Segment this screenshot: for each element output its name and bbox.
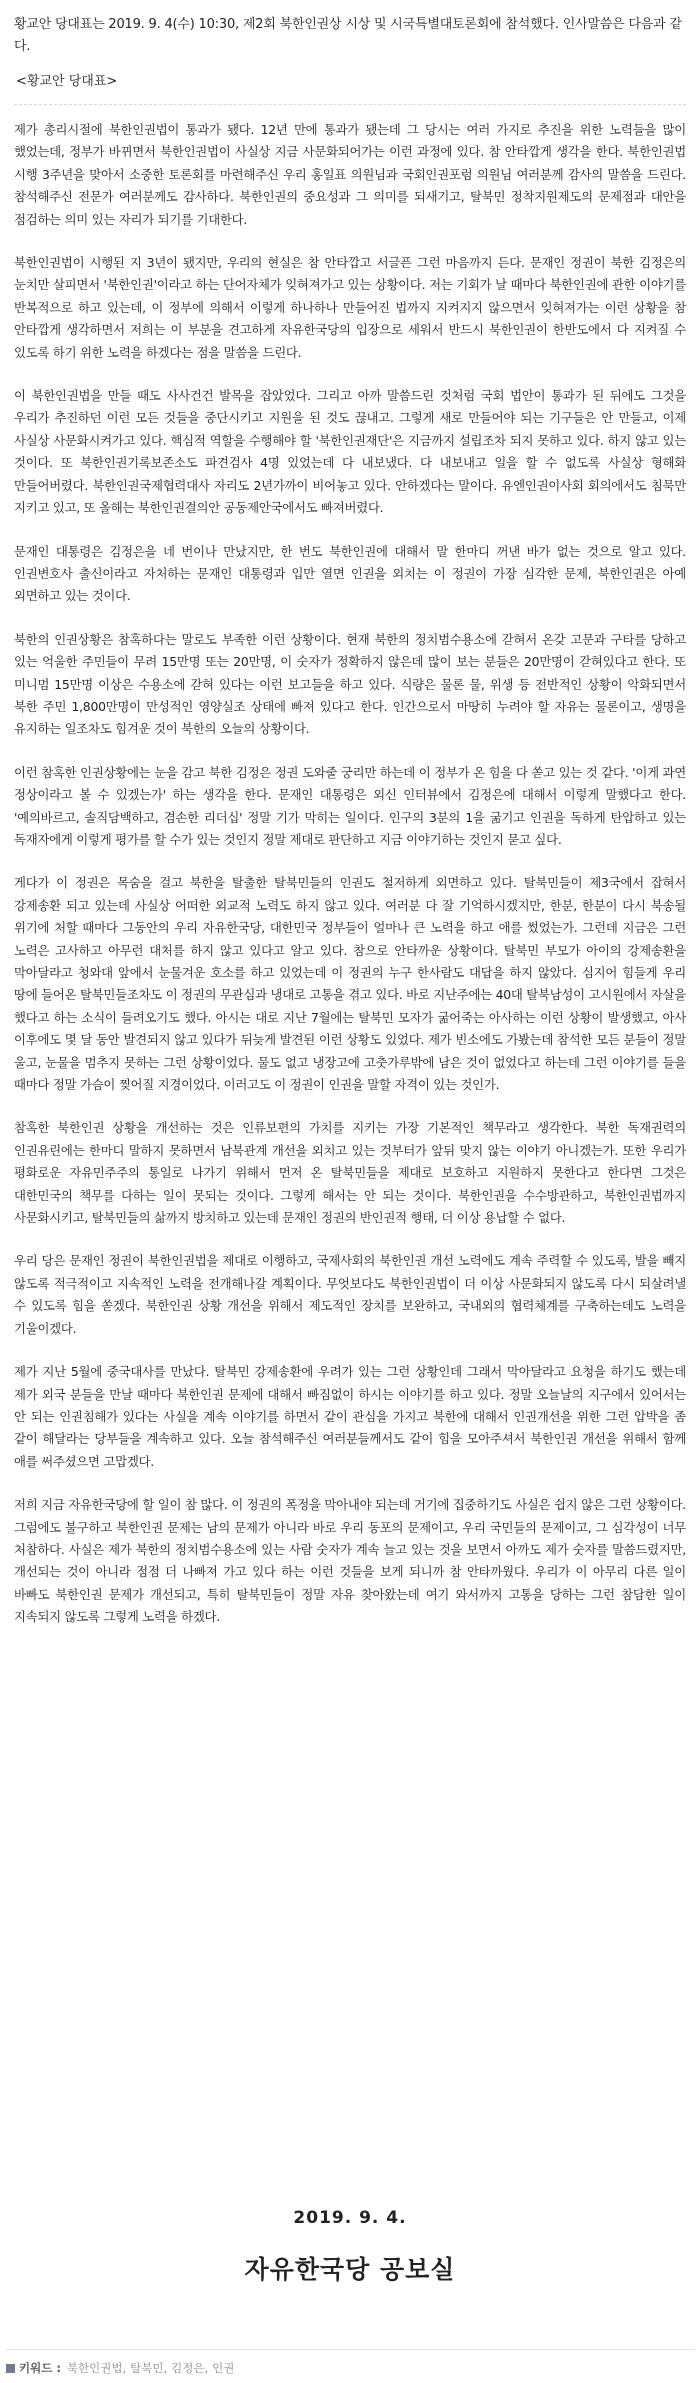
keyword-tag[interactable]: 북한인권법 [66, 2361, 123, 2375]
square-bullet-icon [6, 2364, 15, 2373]
speech-paragraph-4: 문재인 대통령은 김정은을 네 번이나 만났지만, 한 번도 북한인권에 대해서 말 한마디 꺼낸 바가 없는 것으로 알고 있다. 인권변호사 출신이라고 자처하는 문재인 대통령과 입만 열면 인권을 외치는 이 정권이 가장 심각한 문제, 북한인권은 아예 외면하고 있는 것이다. [14, 543, 686, 604]
divider [14, 104, 686, 105]
speech-paragraph-2: 북한인권법이 시행된 지 3년이 됐지만, 우리의 현실은 참 안타깝고 서글픈 그런 마음까지 든다. 문재인 정권이 북한 김정은의 눈치만 살피면서 '북한인권'이라고 하는 단어자체가 잊혀져가고 있는 상황이다. 저는 기회가 날 때마다 북한인권에 관한 이야기를 반복적으로 하고 있는데, 이 정부에 의해서 이렇게 하나하나 만들어진 법까지 지켜지지 않으면서 잊혀져가는 이런 상황을 참 안타깝게 생각하면서 저희는 이 부분을 견고하게 자유한국당의 입장으로 세워서 반드시 북한인권이 한반도에서 다 지켜질 수 있도록 하기 위한 노력을 하겠다는 점을 말씀을 드린다. [14, 255, 686, 360]
keyword-tag[interactable]: 탈북민 [130, 2361, 164, 2375]
speech-paragraph-6: 이런 참혹한 인권상황에는 눈을 감고 북한 김정은 정권 도와줄 궁리만 하는데 이 정부가 온 힘을 다 쏟고 있는 것 같다. '이게 과연 정상이라고 볼 수 있겠는가' 하는 생각을 한다. 문재인 대통령은 외신 인터뷰에서 김정은에 대해서 이렇게 말했다고 한다. '예의바르고, 솔직담백하고, 겸손한 리더십' 정말 기가 막히는 일이다. 인구의 3분의 1을 굶기고 인권을 독하게 탄압하고 있는 독재자에게 이렇게 평가를 할 수가 있는 것인지 정말 제대로 판단하고 지금 이야기하는 것인지 묻고 싶다. [14, 764, 686, 847]
issuer-name: 자유한국당 공보실 [244, 2255, 456, 2284]
press-release-document [14, 14, 686, 1650]
keyword-tag[interactable]: 인권 [212, 2361, 235, 2375]
keywords-title: 키워드 : [19, 2361, 61, 2375]
speech-paragraph-9: 우리 당은 문재인 정권이 북한인권법을 제대로 이행하고, 국제사회의 북한인권 개선 노력에도 계속 주력할 수 있도록, 발을 빼지 않도록 적극적이고 지속적인 노력을 전개해나갈 계획이다. 무엇보다도 북한인권법이 더 이상 사문화되지 않도록 다시 되살려낼 수 있도록 힘을 쏟겠다. 북한인권 상황 개선을 위해서 제도적인 장치를 보완하고, 국내외의 협력체계를 구축하는데도 노력을 기울이겠다. [14, 1253, 686, 1336]
speech-paragraph-11: 저희 지금 자유한국당에 할 일이 참 많다. 이 정권의 폭정을 막아내야 되는데 거기에 집중하기도 사실은 쉽지 않은 그런 상황이다. 그럼에도 불구하고 북한인권 문제는 남의 문제가 아니라 바로 우리 동포의 문제이고, 우리 국민들의 문제이고, 그 심각성이 너무 처참하다. 사실은 제가 북한의 정치범수용소에 있는 사람 숫자가 계속 늘고 있는 것을 보면서 아까도 제가 숫자를 말씀드렸지만, 개선되는 것이 아니라 점점 더 나빠져 가고 있다 하는 이런 것들을 보게 되니까 참 안타까웠다. 우리가 이 아무리 다른 일이 바빠도 북한인권 문제가 개선되고, 특히 탈북민들이 정말 자유 찾아왔는데 여기 와서까지 고통을 당하는 그런 참담한 일이 지속되지 않도록 그렇게 노력을 하겠다. [14, 1497, 686, 1625]
release-date: 2019. 9. 4. [293, 2208, 407, 2228]
speech-paragraph-3: 이 북한인권법을 만들 때도 사사건건 발목을 잡았었다. 그리고 아까 말씀드린 것처럼 국회 법안이 통과가 된 뒤에도 그것을 우리가 추진하던 이런 모든 것들을 중단시키고 지원을 된 것도 끊내고. 그렇게 새로 만들어야 되는 기구들은 안 만들고, 이제 사실상 사문화시켜가고 있다. 핵심적 역할을 수행해야 할 '북한인권재단'은 지금까지 설립조차 되지 못하고 있다. 하지 않고 있는 것이다. 또 북한인권기록보존소도 파견검사 4명 있었는데 다 내보냈다. 다 내보내고 일을 할 수 없도록 사실상 형해화 만들어버렸다. 북한인권국제협력대사 자리도 2년가까이 비어놓고 있다. 안하겠다는 말이다. 유엔인권이사회 회의에서도 침묵만 지키고 있고, 또 올해는 북한인권결의안 공동제안국에서도 빠져버렸다. [14, 388, 686, 516]
keywords-bar: 키워드 : 북한인권법 , 탈북민 , 김정은 , 인권 [6, 2349, 694, 2376]
speech-paragraph-10: 제가 지난 5월에 중국대사를 만났다. 탈북민 강제송환에 우려가 있는 그런 상황인데 그래서 막아달라고 요청을 하기도 했는데 제가 외국 분들을 만날 때마다 북한인권 문제에 대해서 빠짐없이 하시는 이야기를 하고 있다. 정말 오늘날의 지구에서 있어서는 안 되는 인권침해가 있다는 사실을 계속 이야기를 하면서 같이 관심을 가지고 북한에 대해서 인권개선을 위한 그런 압박을 좀 같이 해달라는 당부들을 계속하고 있다. 오늘 참석해주신 여러분들께서도 같이 힘을 모아주셔서 북한인권 개선을 위해서 함께 애를 써주셨으면 고맙겠다. [14, 1364, 686, 1469]
speech-paragraph-5: 북한의 인권상황은 참혹하다는 말로도 부족한 이런 상황이다. 현재 북한의 정치범수용소에 갇혀서 온갖 고문과 구타를 당하고 있는 억울한 주민들이 무려 15만명 또는 20만명, 이 숫자가 정확하지 않은데 많이 보는 분들은 20만명이 갇혀있다고 한다. 또 미니멈 15만명 이상은 수용소에 갇혀 있다는 이런 보고들을 하고 있다. 식량은 물론 물, 위생 등 전반적인 상황이 악화되면서 북한 주민 1,800만명이 만성적인 영양실조 상태에 빠져 있다고 한다. 인간으로서 마땅히 누려야 할 자유는 물론이고, 생명을 유지하는 일조차도 힘겨운 것이 북한의 오늘의 상황이다. [14, 631, 686, 737]
speech-paragraph-7: 게다가 이 정권은 목숨을 걸고 북한을 탈출한 탈북민들의 인권도 철저하게 외면하고 있다. 탈북민들이 제3국에서 잡혀서 강제송환 되고 있는데 사실상 어떠한 외교적 노력도 하지 않고 있다. 여러분 다 잘 기억하시겠지만, 한분, 한분이 다시 북송될 위기에 처할 때마다 그동안의 우리 자유한국당, 대한민국 정부들이 얼마나 큰 노력을 하고 애를 썼었는가. 그런데 지금은 그런 노력은 고사하고 아무런 대처를 하지 않고 있다고 알고 있다. 참으로 안타까운 상황이다. 탈북민 부모가 아이의 강제송환을 막아달라고 청와대 앞에서 눈물겨운 호소를 하고 있었는데 이 정권의 누구 한사람도 대답을 하지 않았다. 심지어 힘들게 우리 땅에 들어온 탈북민들조차도 이 정권의 무관심과 냉대로 고통을 겪고 있다. 바로 지난주에는 40대 탈북남성이 고시원에서 자살을 했다고 하는 소식이 들려오기도 했다. 아시는 대로 지난 7월에는 탈북민 모자가 굶어죽는 아사하는 이런 상황이 발생했고, 아사 이후에도 몇 달 동안 발견되지 않고 있다가 뒤늦게 발견된 이런 상황도 있었다. 제가 빈소에도 가봤는데 참석한 모든 분들이 정말 울고, 눈물을 멈추지 못하는 그런 상황이었다. 물도 없고 냉장고에 고춧가루밖에 남은 것이 없었다고 하는데 그런 이야기를 들을 때마다 정말 가슴이 찢어질 지경이었다. 이러고도 이 정권이 인권을 말할 자격이 있는 것인가. [14, 875, 686, 1093]
speaker-label: <황교안 당대표> [16, 74, 118, 89]
intro-text: 황교안 당대표는 2019. 9. 4(수) 10:30, 제2회 북한인권상 시상 및 시국특별대토론회에 참석했다. 인사말씀은 다음과 같다. [14, 17, 682, 54]
keyword-tag[interactable]: 김정은 [171, 2361, 205, 2375]
speech-paragraph-8: 참혹한 북한인권 상황을 개선하는 것은 인류보편의 가치를 지키는 가장 기본적인 책무라고 생각한다. 북한 독재권력의 인권유린에는 한마디 말하지 못하면서 남북관계 개선을 외치고 있는 것부터가 앞뒤 맞지 않는 이야기 아니겠는가. 또한 우리가 평화로운 자유민주주의 통일로 나가기 위해서 먼저 온 탈북민들을 제대로 보호하고 지원하지 못한다고 한다면 그것은 대한민국의 책무를 다하는 일이 못되는 것이다. 그렇게 해서는 안 되는 것이다. 북한인권을 수수방관하고, 북한인권법까지 사문화시키고, 탈북민들의 삶까지 방치하고 있는데 문재인 정권의 반인권적 행태, 더 이상 용납할 수 없다. [14, 1120, 686, 1226]
speech-paragraph-1: 제가 총리시절에 북한인권법이 통과가 됐다. 12년 만에 통과가 됐는데 그 당시는 여러 가지로 추진을 위한 노력들을 많이 했었는데, 정부가 바뀌면서 북한인권법이 사실상 지금 사문화되어가는 이런 과정에 있다. 참 안타깝게 생각을 한다. 북한인권법 시행 3주년을 맞아서 소중한 토론회를 마련해주신 우리 홍일표 의원님과 국회인권포럼 의원님 여러분께 감사의 말씀을 드린다. 참석해주신 전문가 여러분께도 감사하다. 북한인권의 중요성과 그 의미를 되새기고, 탈북민 정착지원제도의 문제점과 대안을 점검하는 의미 있는 자리가 되기를 기대한다. [14, 122, 686, 227]
